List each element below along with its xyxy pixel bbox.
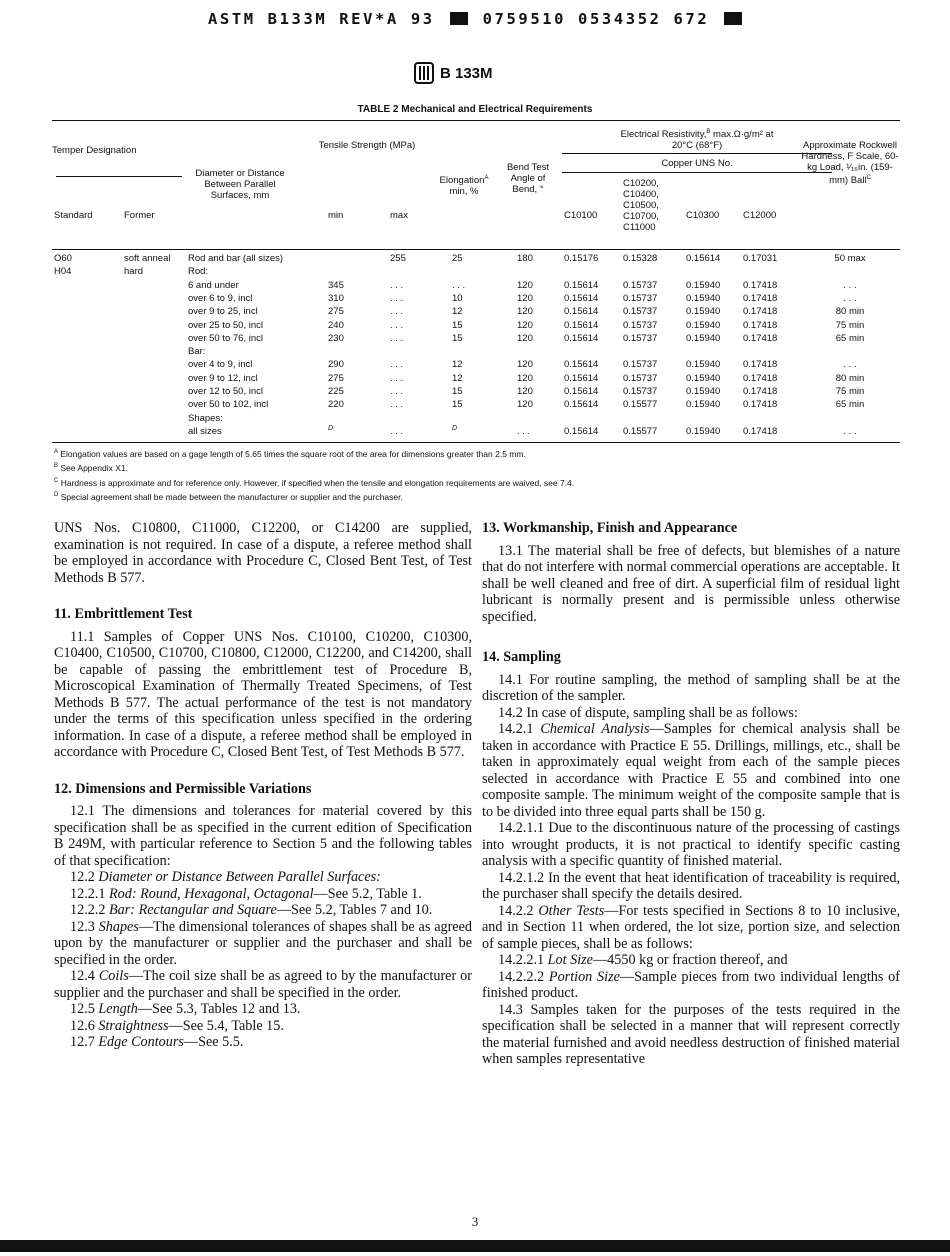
paragraph-13-1: 13.1 The material shall be free of defects, but blemishes of a nature that do not interfere with normal commercial operations are acceptable. It shall be well cleaned and free of dirt. A superficial film of residual light lubricant is normally present and is permissible unless otherwise specified. xyxy=(482,542,900,625)
cell-r3: 0.15940 xyxy=(686,386,721,397)
scan-bottom-bar xyxy=(0,1240,950,1252)
resistivity-rule xyxy=(562,153,832,154)
cell-desc: over 25 to 50, incl xyxy=(188,319,263,331)
paragraph-continued: UNS Nos. C10800, C11000, C12200, or C14200 are supplied, examination is not required. In case of a dispute, a referee method shall be employed in accordance with Procedure C, Closed Bent Test, of Test Methods B 577. xyxy=(54,520,472,586)
header-code: ASTM B133M REV*A 93 xyxy=(208,10,435,28)
header-c10100: C10100 xyxy=(564,210,598,221)
cell-min: 230 xyxy=(328,332,344,344)
cell-hard: 50 max xyxy=(834,253,866,264)
cell-r1: 0.15614 xyxy=(564,332,599,344)
cell-desc: over 6 to 9, incl xyxy=(188,292,253,304)
cell-max: . . . xyxy=(390,332,404,344)
paragraph-12-7: 12.7 Edge Contours—See 5.5. xyxy=(70,1034,244,1050)
cell-min: 310 xyxy=(328,292,344,304)
cell-max: . . . xyxy=(390,279,404,291)
paragraph-12-2-2: 12.2.2 Bar: Rectangular and Square—See 5.2, Tables 7 and 10. xyxy=(70,902,433,918)
paragraph-12-3: 12.3 Shapes—The dimensional tolerances of shapes shall be as agreed upon by the manufacturer or supplier and the purchaser and shall be specified in the order. xyxy=(54,918,472,968)
footnote: $^C$ Hardness is approximate and for reference only. However, if specified when the tensile and elongation requirements are waived, see 7.4. xyxy=(54,477,575,488)
cell-r1: 0.15614 xyxy=(564,359,599,371)
cell-max: . . . xyxy=(390,372,404,384)
cell-max: . . . xyxy=(390,425,404,437)
cell-r4: 0.17418 xyxy=(743,332,778,344)
cell-r4: 0.17418 xyxy=(743,386,778,397)
cell-desc: Rod and bar (all sizes) xyxy=(188,253,284,264)
header-c12000: C12000 xyxy=(743,210,777,221)
cell-r4: 0.17418 xyxy=(743,279,778,291)
header-block-mark xyxy=(450,12,468,25)
cell-min: 225 xyxy=(328,386,344,397)
paragraph-14-2-2-1: 14.2.2.1 Lot Size—4550 kg or fraction thereof, and xyxy=(498,952,788,968)
header-tensile-max: max xyxy=(390,210,408,221)
paragraph-12-2: 12.2 Diameter or Distance Between Parallel Surfaces: xyxy=(70,869,381,885)
cell-elong: 12 xyxy=(452,359,463,371)
temper-rule xyxy=(56,176,182,177)
cell-desc: Shapes: xyxy=(188,412,223,424)
cell-r1: 0.15614 xyxy=(564,319,599,331)
cell-bend: 120 xyxy=(517,306,533,318)
cell-hard: 75 min xyxy=(835,386,865,397)
cell-r1: 0.15614 xyxy=(564,306,599,318)
cell-r2: 0.15737 xyxy=(623,372,658,384)
cell-desc: over 9 to 25, incl xyxy=(188,306,258,318)
cell-former: soft anneal xyxy=(124,253,171,264)
cell-hard: . . . xyxy=(843,425,857,437)
cell-elong: 15 xyxy=(452,332,463,344)
cell-r3: 0.15940 xyxy=(686,359,721,371)
cell-hard: 80 min xyxy=(835,306,865,318)
cell-elong: 25 xyxy=(452,253,463,264)
header-block-mark xyxy=(724,12,742,25)
cell-hard: 65 min xyxy=(835,399,865,411)
cell-r2: 0.15737 xyxy=(623,359,658,371)
cell-r2: 0.15737 xyxy=(623,386,658,397)
cell-bend: . . . xyxy=(517,425,531,437)
cell-r1: 0.15614 xyxy=(564,279,599,291)
paragraph-14-1: 14.1 For routine sampling, the method of sampling shall be at the discretion of the sampler. xyxy=(482,671,900,704)
cell-elong: 10 xyxy=(452,292,463,304)
paragraph-12-5: 12.5 Length—See 5.3, Tables 12 and 13. xyxy=(70,1001,301,1017)
cell-std: H04 xyxy=(54,266,72,278)
cell-elong: D xyxy=(452,424,458,432)
cell-std: O60 xyxy=(54,253,72,264)
cell-max: . . . xyxy=(390,399,404,411)
designation-label: B 133M xyxy=(440,64,493,82)
section-13-heading: 13. Workmanship, Finish and Appearance xyxy=(482,520,738,536)
cell-r4: 0.17418 xyxy=(743,306,778,318)
cell-desc: all sizes xyxy=(188,425,222,437)
paragraph-14-2: 14.2 In case of dispute, sampling shall be as follows: xyxy=(498,704,798,721)
cell-bend: 120 xyxy=(517,372,533,384)
header-copper-uns: Copper UNS No. xyxy=(661,158,733,169)
paragraph-14-2-2-2: 14.2.2.2 Portion Size—Sample pieces from two individual lengths of finished product. xyxy=(482,968,901,1001)
cell-desc: over 50 to 102, incl xyxy=(188,399,269,411)
cell-r3: 0.15940 xyxy=(686,292,721,304)
header-former: Former xyxy=(124,210,155,221)
cell-min: 275 xyxy=(328,372,344,384)
cell-desc: Rod: xyxy=(188,266,209,278)
header-tensile-min: min xyxy=(328,210,344,221)
footnote: $^A$ Elongation values are based on a gage length of 5.65 times the square root of the area for dimensions greater than 2.5 mm. xyxy=(54,448,526,459)
table-footnotes xyxy=(54,446,574,503)
cell-r4: 0.17418 xyxy=(743,372,778,384)
cell-r2: 0.15577 xyxy=(623,425,658,437)
cell-bend: 120 xyxy=(517,332,533,344)
header-c10200-group: C10200, C10400, C10500, C10700, C11000 xyxy=(623,178,659,233)
footnote: $^D$ Special agreement shall be made between the manufacturer or supplier and the purchaser. xyxy=(54,491,403,502)
cell-r4: 0.17418 xyxy=(743,359,778,371)
cell-r2: 0.15737 xyxy=(623,332,658,344)
cell-r3: 0.15940 xyxy=(686,425,721,437)
cell-r3: 0.15940 xyxy=(686,372,721,384)
cell-r1: 0.15614 xyxy=(564,386,599,397)
cell-r4: 0.17031 xyxy=(743,253,778,264)
cell-r2: 0.15737 xyxy=(623,292,658,304)
cell-desc: Bar: xyxy=(188,346,206,358)
cell-desc: over 50 to 76, incl xyxy=(188,332,263,344)
paragraph-14-2-1-2: 14.2.1.2 In the event that heat identification of traceability is required, the purchaser shall specify the details desired. xyxy=(482,869,900,902)
document-header xyxy=(208,10,745,28)
cell-elong: 15 xyxy=(452,386,463,397)
cell-r1: 0.15176 xyxy=(564,253,599,264)
cell-r4: 0.17418 xyxy=(743,399,778,411)
paragraph-12-2-1: 12.2.1 Rod: Round, Hexagonal, Octagonal—See 5.2, Table 1. xyxy=(70,885,422,902)
header-c10300: C10300 xyxy=(686,210,720,221)
paragraph-11-1: 11.1 Samples of Copper UNS Nos. C10100, C10200, C10300, C10400, C10500, C10700, C10800, C12000, C12200, and C14200, shall be capable of passing the embrittlement test of Procedure B, Microscopical Examination of Thermally Treated Specimens, of Test Methods B 577. The actual performance of the test is not mandatory under the terms of this specification unless specified in the ordering information. In case of a dispute, a referee method shall be employed in accordance with Procedure C, Closed Bent Test, of Test Methods B 577. xyxy=(54,628,472,760)
cell-hard: . . . xyxy=(843,359,857,371)
section-11-heading: 11. Embrittlement Test xyxy=(54,606,193,622)
cell-r4: 0.17418 xyxy=(743,425,778,437)
paragraph-14-2-1-1: 14.2.1.1 Due to the discontinuous nature of the processing of castings into wrought products, it is not practical to identify specific casting analysis with a specific quantity of finished material. xyxy=(482,820,900,869)
table-bottom-rule xyxy=(52,442,900,443)
cell-r3: 0.15940 xyxy=(686,319,721,331)
cell-r2: 0.15737 xyxy=(623,279,658,291)
cell-r1: 0.15614 xyxy=(564,399,599,411)
header-diameter: Diameter or Distance Between Parallel Surfaces, mm xyxy=(195,168,285,201)
cell-r3: 0.15940 xyxy=(686,306,721,318)
header-temper: Temper Designation xyxy=(52,145,137,156)
paragraph-14-2-1: 14.2.1 Chemical Analysis—Samples for chemical analysis shall be taken in accordance with Practice E 55. Drillings, millings, etc., shall be taken in approximately equal weight from each of the sample pieces selected in accordance with Practice E 55 and combined into one composite sample. The minimum weight of the composite sample that is to be divided into three equal parts shall be 150 g. xyxy=(482,721,901,820)
cell-r4: 0.17418 xyxy=(743,292,778,304)
table-title: TABLE 2 Mechanical and Electrical Requirements xyxy=(357,104,593,115)
cell-hard: 65 min xyxy=(835,332,865,344)
cell-former: hard xyxy=(124,266,144,278)
cell-desc: over 4 to 9, incl xyxy=(188,359,253,371)
cell-elong: 15 xyxy=(452,399,463,411)
cell-bend: 120 xyxy=(517,279,533,291)
page-number: 3 xyxy=(471,1214,479,1229)
left-column xyxy=(54,520,472,1051)
astm-logo-icon xyxy=(414,62,434,84)
cell-hard: 75 min xyxy=(835,319,865,331)
copper-rule xyxy=(562,172,832,173)
cell-max: . . . xyxy=(390,386,404,397)
cell-elong: 15 xyxy=(452,319,463,331)
header-bend: Bend Test Angle of Bend, ° xyxy=(506,162,550,195)
cell-hard: . . . xyxy=(843,279,857,291)
cell-r1: 0.15614 xyxy=(564,425,599,437)
section-12-heading: 12. Dimensions and Permissible Variations xyxy=(54,780,312,797)
paragraph-12-1: 12.1 The dimensions and tolerances for material covered by this specification shall be as specified in the current edition of Specification B 249M, with particular reference to Section 5 and the following tables of that specification: xyxy=(54,803,472,869)
section-14-heading: 14. Sampling xyxy=(482,649,561,665)
cell-max: . . . xyxy=(390,292,404,304)
cell-bend: 120 xyxy=(517,386,533,397)
cell-min: 220 xyxy=(328,399,344,411)
cell-bend: 120 xyxy=(517,399,533,411)
cell-r1: 0.15614 xyxy=(564,372,599,384)
cell-r2: 0.15737 xyxy=(623,319,658,331)
cell-desc: 6 and under xyxy=(188,279,239,291)
cell-r2: 0.15737 xyxy=(623,306,658,318)
header-hardness: Approximate Rockwell Hardness, F Scale, 60-kg Load, ¹⁄₁₆in. (159-mm) Ball$^C$ xyxy=(801,140,899,187)
cell-bend: 120 xyxy=(517,359,533,371)
cell-elong: 12 xyxy=(452,306,463,318)
header-tensile: Tensile Strength (MPa) xyxy=(318,140,416,151)
cell-r3: 0.15940 xyxy=(686,399,721,411)
header-elongation: Elongation$^A$ min, % xyxy=(439,175,489,198)
table-top-rule xyxy=(52,120,900,121)
cell-desc: over 9 to 12, incl xyxy=(188,372,258,384)
cell-max: . . . xyxy=(390,319,404,331)
paragraph-12-6: 12.6 Straightness—See 5.4, Table 15. xyxy=(70,1017,284,1034)
cell-max: . . . xyxy=(390,359,404,371)
designation-row xyxy=(414,62,493,84)
cell-hard: . . . xyxy=(843,292,857,304)
header-resistivity: Electrical Resistivity,$^B$ max.Ω·g/m² at 20°C (68°F) xyxy=(620,129,774,152)
cell-max: 255 xyxy=(390,253,406,264)
right-column xyxy=(482,520,900,1068)
cell-min: 240 xyxy=(328,319,344,331)
paragraph-14-3: 14.3 Samples taken for the purposes of the tests required in the specification shall be selected in a manner that will represent correctly the material furnished and avoid needless destruction of finished material when samples representative xyxy=(482,1001,900,1067)
cell-min: 275 xyxy=(328,306,344,318)
cell-bend: 120 xyxy=(517,292,533,304)
cell-elong: 12 xyxy=(452,372,463,384)
footnote: $^B$ See Appendix X1. xyxy=(54,463,128,474)
cell-r1: 0.15614 xyxy=(564,292,599,304)
cell-bend: 120 xyxy=(517,319,533,331)
table-header-rule xyxy=(52,249,900,250)
cell-max: . . . xyxy=(390,306,404,318)
header-number: 0759510 0534352 672 xyxy=(482,10,710,28)
cell-elong: . . . xyxy=(452,279,466,291)
header-standard: Standard xyxy=(54,210,93,221)
cell-r3: 0.15614 xyxy=(686,253,721,264)
cell-r4: 0.17418 xyxy=(743,319,778,331)
paragraph-14-2-2: 14.2.2 Other Tests—For tests specified in Sections 8 to 10 inclusive, and in Section 11 when ordered, the lot size, portion size, and selection of sample pieces, shall be as follows: xyxy=(482,902,900,952)
cell-r2: 0.15577 xyxy=(623,399,658,411)
cell-min: 290 xyxy=(328,359,344,371)
cell-desc: over 12 to 50, incl xyxy=(188,386,263,397)
cell-hard: 80 min xyxy=(835,372,865,384)
cell-min: 345 xyxy=(328,279,344,291)
cell-r3: 0.15940 xyxy=(686,332,721,344)
cell-r3: 0.15940 xyxy=(686,279,721,291)
cell-bend: 180 xyxy=(517,253,533,264)
cell-r2: 0.15328 xyxy=(623,253,658,264)
cell-min: D xyxy=(328,424,334,432)
paragraph-12-4: 12.4 Coils—The coil size shall be as agreed to by the manufacturer or supplier and the purchaser and shall be specified in the order. xyxy=(54,968,472,1001)
